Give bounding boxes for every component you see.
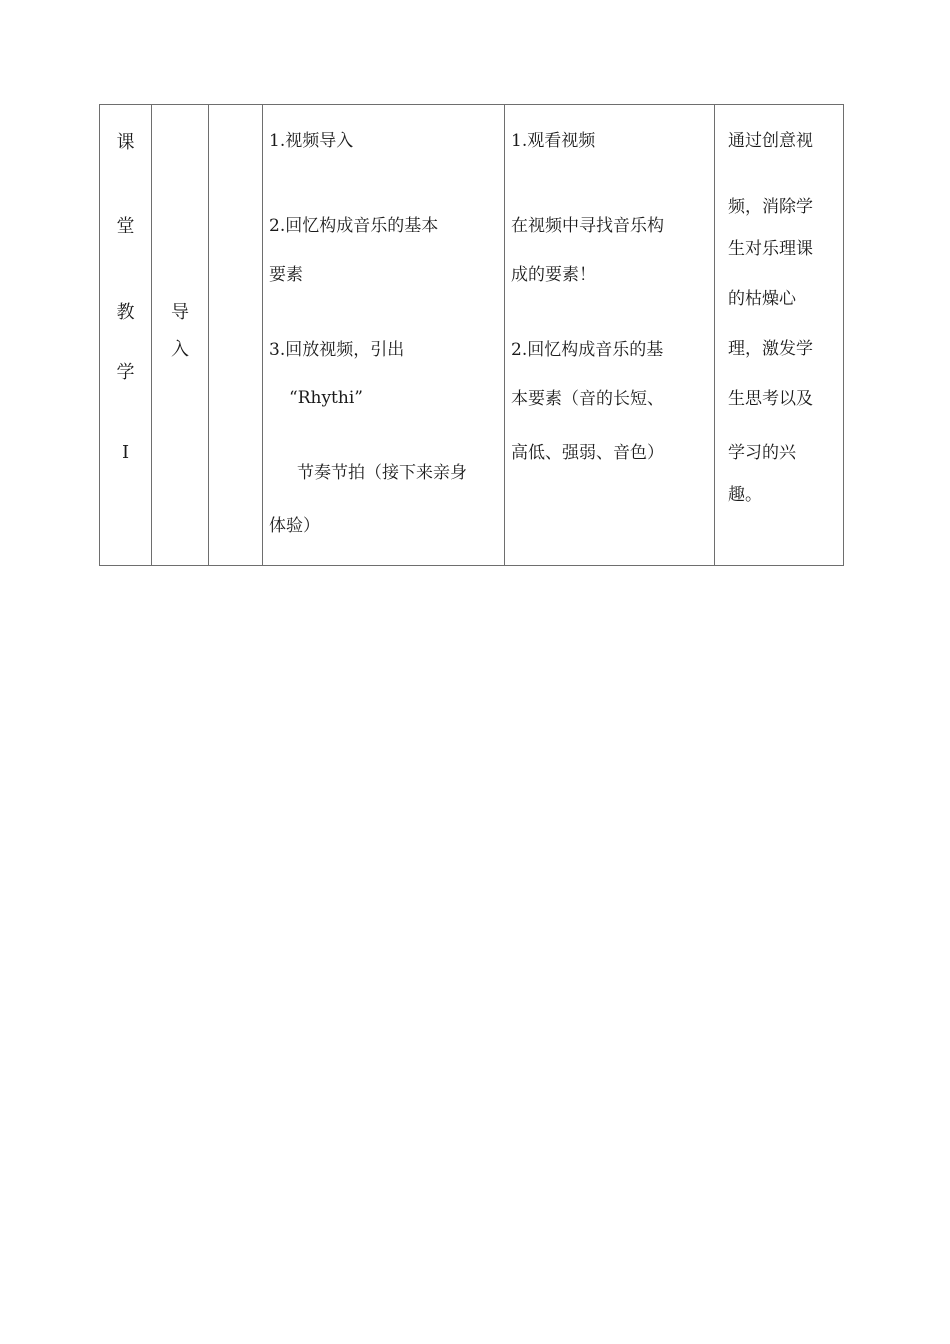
stage-char-4: 学 — [116, 362, 135, 383]
purpose-line-2: 频，消除学 — [728, 197, 813, 217]
stage-char-3: 教 — [116, 302, 135, 323]
teacher-item-3-line2: “Rhythi” — [289, 388, 363, 408]
column-teacher-activity — [263, 105, 505, 565]
purpose-line-3: 生对乐理课 — [728, 239, 813, 259]
lesson-plan-table — [99, 104, 844, 566]
stage-char-5: I — [121, 442, 130, 463]
purpose-line-1: 通过创意视 — [728, 131, 813, 151]
student-item-1-line2: 在视频中寻找音乐构 — [511, 216, 664, 236]
column-stage — [100, 105, 152, 565]
column-empty — [209, 105, 263, 565]
teacher-item-3-line3: 节奏节拍（接下来亲身 — [297, 463, 467, 483]
purpose-line-4: 的枯燥心 — [728, 289, 796, 309]
phase-char-1: 导 — [171, 302, 189, 323]
teacher-item-3-line1: 3.回放视频，引出 — [269, 340, 405, 360]
student-item-2-line2: 本要素（音的长短、 — [511, 389, 664, 409]
column-student-activity — [505, 105, 715, 565]
teacher-item-1: 1.视频导入 — [269, 131, 354, 151]
purpose-line-6: 生思考以及 — [728, 389, 813, 409]
student-item-1: 1.观看视频 — [511, 131, 596, 151]
stage-char-1: 课 — [116, 132, 135, 153]
teacher-item-2-line2: 要素 — [269, 265, 303, 285]
purpose-line-8: 趣。 — [728, 485, 762, 505]
teacher-item-3-line4: 体验） — [269, 516, 320, 536]
teacher-item-2-line1: 2.回忆构成音乐的基本 — [269, 216, 439, 236]
column-purpose — [715, 105, 844, 565]
purpose-line-5: 理，激发学 — [728, 339, 813, 359]
stage-char-2: 堂 — [116, 216, 135, 237]
column-phase — [152, 105, 209, 565]
student-item-2-line3: 高低、强弱、音色） — [511, 443, 664, 463]
student-item-1-line3: 成的要素！ — [511, 265, 596, 285]
purpose-line-7: 学习的兴 — [728, 443, 796, 463]
student-item-2-line1: 2.回忆构成音乐的基 — [511, 340, 664, 360]
phase-char-2: 入 — [171, 339, 189, 360]
